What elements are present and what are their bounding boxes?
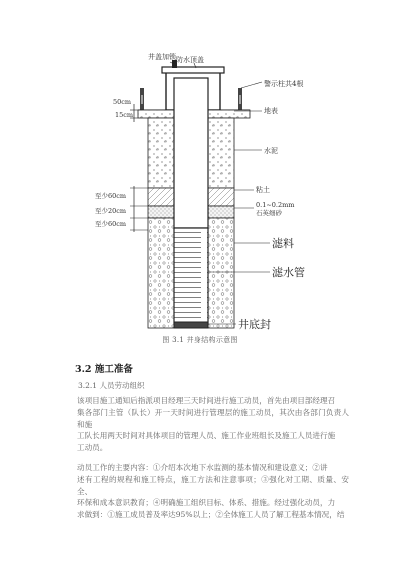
paragraph-line: 环保和成本意识教育；④明确施工组织目标、体系、措施。经过强化动员，力 — [77, 498, 336, 508]
paragraph-2 — [77, 462, 349, 521]
paragraph-line: 动员工作的主要内容：①介绍本次地下水监测的基本情况和建设意义；②讲 — [77, 463, 328, 472]
paragraph-1 — [77, 395, 349, 454]
label-waterproof-cap: 防水顶盖 — [176, 56, 204, 64]
label-well-bottom: 井底封 — [238, 318, 271, 331]
paragraph-line: 该项目施工通知后指派项目经理三天时间进行施工动员，首先由项目部经理召 — [77, 396, 336, 405]
figure-caption: 图 3.1 井身结构示意图 — [162, 336, 238, 344]
label-cement: 水泥 — [264, 147, 278, 155]
label-screen-pipe: 滤水管 — [272, 266, 305, 279]
label-well-cap: 井盖加锁 — [148, 53, 176, 61]
paragraph-line: 集各部门主管（队长）开一天时间进行管理层的施工动员，其次由各部门负责人和施 — [77, 407, 349, 429]
dim-60cm-top: 至少60cm — [95, 192, 127, 200]
casing-pipe — [174, 78, 208, 228]
label-ground-surface: 地表 — [264, 107, 278, 115]
subsection-heading: 3.2.1 人员劳动组织 — [78, 381, 145, 390]
dim-60cm-bottom: 至少60cm — [95, 220, 127, 228]
dim-20cm: 至少20cm — [95, 207, 127, 215]
dim-50cm: 50cm — [113, 98, 132, 106]
dim-15cm: 15cm — [115, 111, 134, 119]
screen-pipe — [174, 228, 208, 324]
paragraph-line: 工动员。 — [77, 443, 108, 453]
well-lid — [162, 67, 224, 73]
label-warning-posts: 警示柱共4根 — [264, 80, 304, 88]
paragraph-line: 述有工程的规程和施工特点，施工方法和注意事项；③强化对工期、质量、安全、 — [77, 474, 349, 496]
label-clay: 粘土 — [256, 186, 270, 194]
bottom-plug — [174, 322, 208, 328]
label-quartz-sand: 0.1~0.2mm 石英细砂 — [256, 201, 295, 217]
label-filter-material: 滤料 — [272, 237, 294, 250]
paragraph-line: 求做到：①施工成员普及率达95%以上；②全体施工人员了解工程基本情况，结 — [77, 510, 345, 520]
paragraph-line: 工队长用两天时间对具体项目的管理人员、施工作业班组长及施工人员进行施 — [77, 431, 336, 441]
section-heading: 3.2 施工准备 — [75, 364, 133, 375]
